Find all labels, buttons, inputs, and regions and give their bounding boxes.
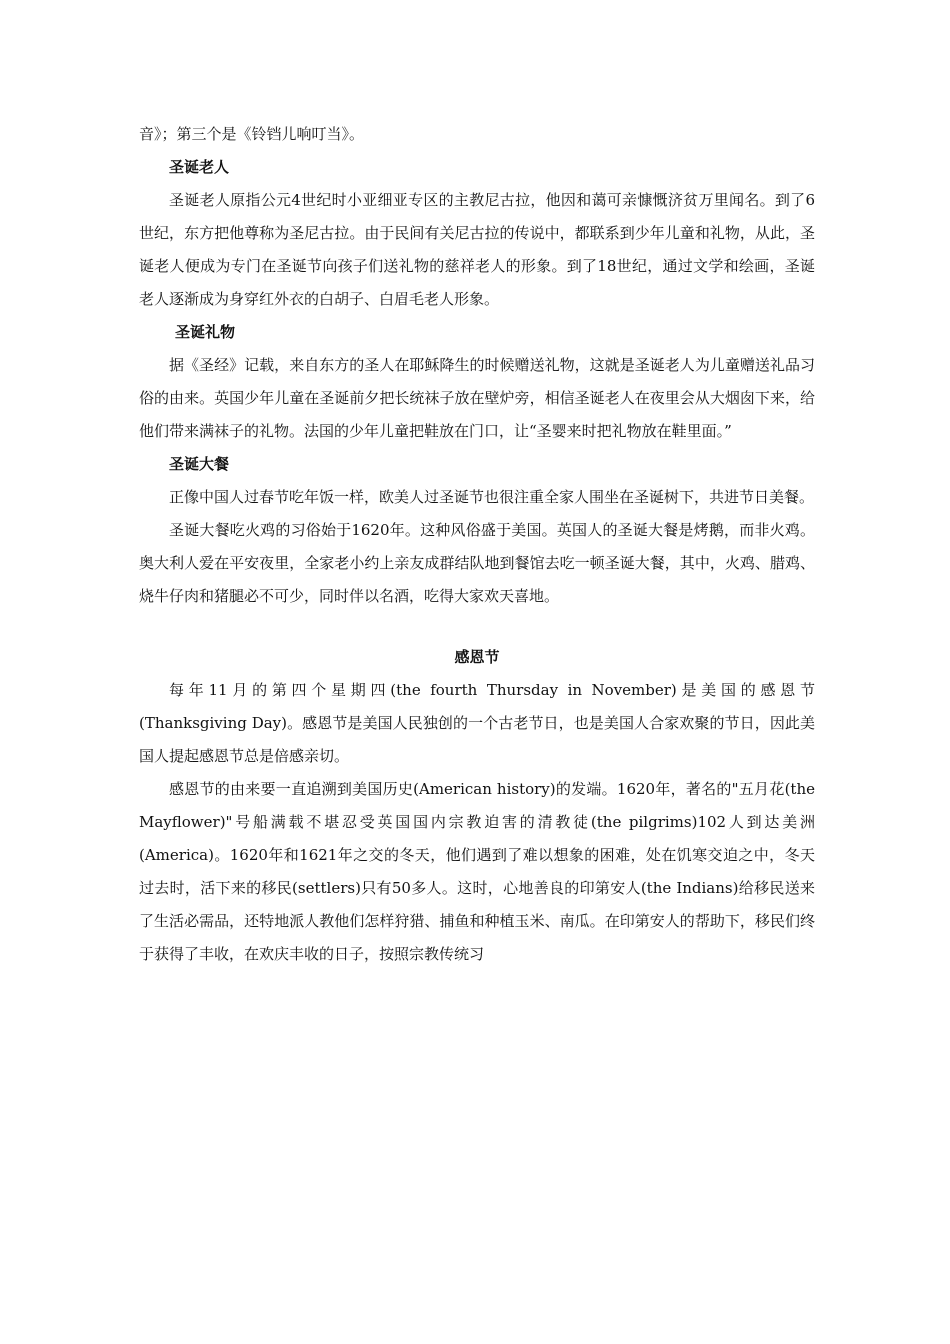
paragraph-thanksgiving-1: 每年11月的第四个星期四(the fourth Thursday in November)是美国的感恩节(Thanksgiving Day)。感恩节是美国人民独创的一个古老节日，也是美国人合家欢聚的节日，因此美国人提起感恩节总是倍感亲切。 bbox=[139, 681, 815, 765]
paragraph-thanksgiving-2: 感恩节的由来要一直追溯到美国历史(American history)的发端。1620年，著名的"五月花(the Mayflower)"号船满载不堪忍受英国国内宗教迫害的清教徒(the pilgrims)102人到达美洲(America)。1620年和1621年之交的冬天，他们遇到了难以想象的困难，处在饥寒交迫之中，冬天过去时，活下来的移民(settlers)只有50多人。这时，心地善良的印第安人(the Indians)给移民送来了生活必需品，还特地派人教他们怎样狩猎、捕鱼和种植玉米、南瓜。在印第安人的帮助下，移民们终于获得了丰收，在欢庆丰收的日子，按照宗教传统习 bbox=[139, 780, 815, 963]
paragraph-christmas-dinner-2: 圣诞大餐吃火鸡的习俗始于1620年。这种风俗盛于美国。英国人的圣诞大餐是烤鹅，而非火鸡。奥大利人爱在平安夜里，全家老小约上亲友成群结队地到餐馆去吃一顿圣诞大餐，其中，火鸡、腊鸡、烧牛仔肉和猪腿必不可少，同时伴以名酒，吃得大家欢天喜地。 bbox=[139, 521, 815, 605]
heading-christmas-dinner: 圣诞大餐 bbox=[169, 455, 230, 473]
paragraph-christmas-dinner-1: 正像中国人过春节吃年饭一样，欧美人过圣诞节也很注重全家人围坐在圣诞树下，共进节日美餐。 bbox=[169, 488, 815, 506]
heading-christmas-gifts: 圣诞礼物 bbox=[175, 323, 236, 341]
heading-santa-claus: 圣诞老人 bbox=[169, 158, 230, 176]
document-page bbox=[139, 118, 815, 971]
paragraph-santa-claus: 圣诞老人原指公元4世纪时小亚细亚专区的主教尼古拉，他因和蔼可亲慷慨济贫万里闻名。到了6世纪，东方把他尊称为圣尼古拉。由于民间有关尼古拉的传说中，都联系到少年儿童和礼物，从此，圣诞老人便成为专门在圣诞节向孩子们送礼物的慈祥老人的形象。到了18世纪，通过文学和绘画，圣诞老人逐渐成为身穿红外衣的白胡子、白眉毛老人形象。 bbox=[139, 191, 815, 308]
carryover-text: 音》；第三个是《铃铛儿响叮当》。 bbox=[139, 125, 365, 143]
heading-thanksgiving: 感恩节 bbox=[454, 648, 500, 666]
paragraph-christmas-gifts: 据《圣经》记载，来自东方的圣人在耶稣降生的时候赠送礼物，这就是圣诞老人为儿童赠送礼品习俗的由来。英国少年儿童在圣诞前夕把长统袜子放在壁炉旁，相信圣诞老人在夜里会从大烟囱下来，给他们带来满袜子的礼物。法国的少年儿童把鞋放在门口，让“圣婴来时把礼物放在鞋里面。” bbox=[139, 356, 815, 440]
